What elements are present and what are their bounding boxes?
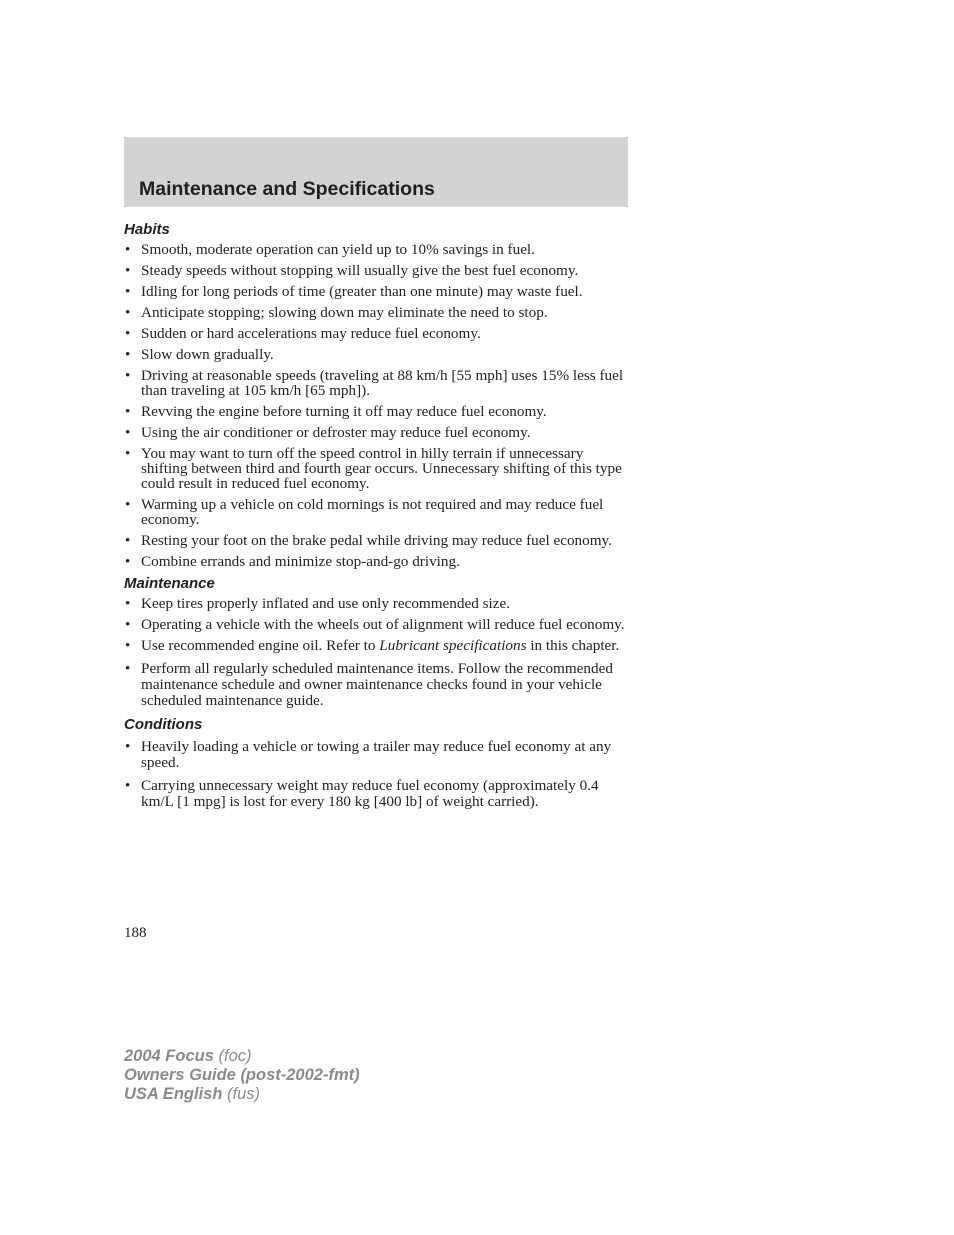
bullet-icon: • [125,595,131,612]
list-item: • Keep tires properly inflated and use only recommended size. [125,595,511,612]
conditions-list [124,739,630,810]
bullet-icon: • [125,616,131,633]
footer-line-language: USA English (fus) [124,1085,260,1103]
list-item: • Steady speeds without stopping will usually give the best fuel economy. [125,262,579,279]
bullet-icon: • [125,445,131,462]
list-item: • Warming up a vehicle on cold mornings is not required and may reduce fuel economy. [125,496,604,528]
list-item: • Smooth, moderate operation can yield up to 10% savings in fuel. [125,241,535,258]
habits-list [124,242,630,569]
section-header-band [124,137,628,207]
footer-line-guide: Owners Guide (post-2002-fmt) [124,1066,360,1084]
bullet-icon: • [125,403,131,420]
list-item: • Combine errands and minimize stop-and-go driving. [125,553,460,570]
list-item: • Slow down gradually. [125,346,274,363]
bullet-icon: • [125,553,131,570]
bullet-icon: • [125,304,131,321]
list-item: • Using the air conditioner or defroster may reduce fuel economy. [125,424,531,441]
list-item: • Heavily loading a vehicle or towing a trailer may reduce fuel economy at any speed. [125,738,612,771]
list-item: • You may want to turn off the speed control in hilly terrain if unnecessary shifting between third and fourth gear occurs. Unnecessary shifting of this type could result in reduced fuel economy. [125,445,622,492]
bullet-icon: • [125,241,131,258]
list-item: • Operating a vehicle with the wheels out of alignment will reduce fuel economy. [125,616,625,633]
list-item: • Revving the engine before turning it off may reduce fuel economy. [125,403,547,420]
document-footer [124,1047,360,1104]
bullet-icon: • [125,496,131,513]
bullet-icon: • [125,637,131,654]
bullet-icon: • [125,346,131,363]
habits-heading: Habits [124,221,170,238]
bullet-icon: • [125,424,131,441]
page-title: Maintenance and Specifications [139,178,435,200]
bullet-icon: • [125,325,131,342]
bullet-icon: • [125,660,131,677]
main-content [124,221,630,817]
bullet-icon: • [125,777,131,794]
list-item: • Idling for long periods of time (greater than one minute) may waste fuel. [125,283,583,300]
maintenance-list-continued [124,638,630,709]
list-item: • Sudden or hard accelerations may reduce fuel economy. [125,325,481,342]
bullet-icon: • [125,262,131,279]
list-item: • Perform all regularly scheduled maintenance items. Follow the recommended maintenance schedule and owner maintenance checks found in your vehicle scheduled maintenance guide. [125,660,613,709]
list-item: • Anticipate stopping; slowing down may eliminate the need to stop. [125,304,548,321]
list-item: • Resting your foot on the brake pedal while driving may reduce fuel economy. [125,532,612,549]
bullet-icon: • [125,532,131,549]
maintenance-heading: Maintenance [124,575,215,592]
bullet-icon: • [125,367,131,384]
lubricant-specifications-reference: Lubricant specifications [379,637,527,654]
footer-line-model: 2004 Focus (foc) [124,1047,252,1065]
list-item: • Driving at reasonable speeds (traveling at 88 km/h [55 mph] uses 15% less fuel than traveling at 105 km/h [65 mph]). [125,367,624,399]
page-number: 188 [124,925,147,941]
bullet-icon: • [125,738,131,755]
conditions-heading: Conditions [124,716,203,733]
bullet-icon: • [125,283,131,300]
list-item: • Use recommended engine oil. Refer to Lubricant specifications in this chapter. [125,637,620,654]
maintenance-list [124,596,630,632]
list-item: • Carrying unnecessary weight may reduce fuel economy (approximately 0.4 km/L [1 mpg] is lost for every 180 kg [400 lb] of weight carried). [125,777,599,810]
